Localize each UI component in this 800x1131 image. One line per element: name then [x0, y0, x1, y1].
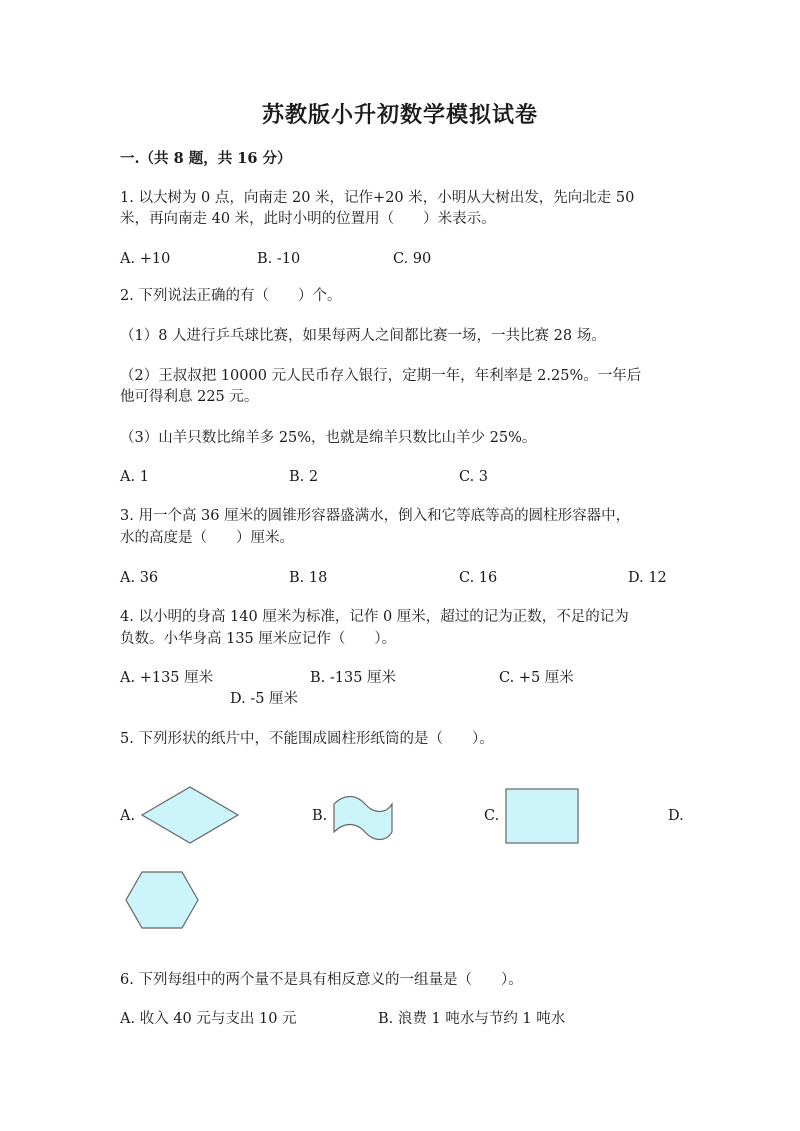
q4-option-b: B. -135 厘米 [310, 670, 397, 686]
q2-option-b: B. 2 [289, 469, 319, 485]
question-3-line-1: 3. 用一个高 36 厘米的圆锥形容器盛满水，倒入和它等底等高的圆柱形容器中， [120, 508, 631, 524]
q5-option-c-label: C. [484, 808, 500, 824]
question-3-line-2: 水的高度是（ ）厘米。 [120, 530, 294, 546]
exam-title: 苏教版小升初数学模拟试卷 [261, 102, 538, 128]
question-5-line-1: 5. 下列形状的纸片中，不能围成圆柱形纸筒的是（ ）。 [120, 731, 494, 747]
q5-option-b-label: B. [312, 808, 328, 824]
rhombus-shape [140, 785, 240, 845]
question-1-line-1: 1. 以大树为 0 点，向南走 20 米，记作+20 米，小明从大树出发，先向北走 50 [120, 190, 635, 206]
q6-option-a: A. 收入 40 元与支出 10 元 [120, 1011, 297, 1027]
q1-option-a: A. +10 [120, 251, 171, 267]
q3-option-d: D. 12 [628, 570, 667, 586]
q3-option-c: C. 16 [459, 570, 498, 586]
q1-option-b: B. -10 [257, 251, 301, 267]
q4-option-a: A. +135 厘米 [120, 670, 214, 686]
hexagon-shape [124, 870, 200, 930]
question-1-line-2: 米，再向南走 40 米，此时小明的位置用（ ）米表示。 [120, 211, 496, 227]
question-2-statement-2b: 他可得利息 225 元。 [120, 389, 259, 405]
q2-option-a: A. 1 [120, 469, 149, 485]
q5-option-a-label: A. [120, 808, 136, 824]
question-4-line-2: 负数。小华身高 135 厘米应记作（ ）。 [120, 631, 397, 647]
question-2-statement-2a: （2）王叔叔把 10000 元人民币存入银行，定期一年，年利率是 2.25%。一年后 [120, 368, 642, 384]
section-header: 一.（共 8 题，共 16 分） [120, 150, 292, 167]
q3-option-a: A. 36 [120, 570, 159, 586]
q5-option-d-label: D. [668, 808, 684, 824]
question-2-statement-3: （3）山羊只数比绵羊多 25%，也就是绵羊只数比山羊少 25%。 [120, 430, 537, 446]
rectangle-shape [505, 788, 579, 844]
q4-option-d: D. -5 厘米 [230, 691, 299, 707]
question-2-statement-1: （1）8 人进行乒乓球比赛，如果每两人之间都比赛一场，一共比赛 28 场。 [120, 328, 606, 344]
question-6-line-1: 6. 下列每组中的两个量不是具有相反意义的一组量是（ ）。 [120, 972, 523, 988]
q6-option-b: B. 浪费 1 吨水与节约 1 吨水 [378, 1011, 566, 1027]
wavy-shape [330, 796, 396, 844]
q4-option-c: C. +5 厘米 [499, 670, 574, 686]
question-2-line-1: 2. 下列说法正确的有（ ）个。 [120, 288, 342, 304]
q1-option-c: C. 90 [393, 251, 432, 267]
q3-option-b: B. 18 [289, 570, 328, 586]
question-4-line-1: 4. 以小明的身高 140 厘米为标准，记作 0 厘米，超过的记为正数，不足的记为 [120, 609, 629, 625]
q2-option-c: C. 3 [459, 469, 489, 485]
